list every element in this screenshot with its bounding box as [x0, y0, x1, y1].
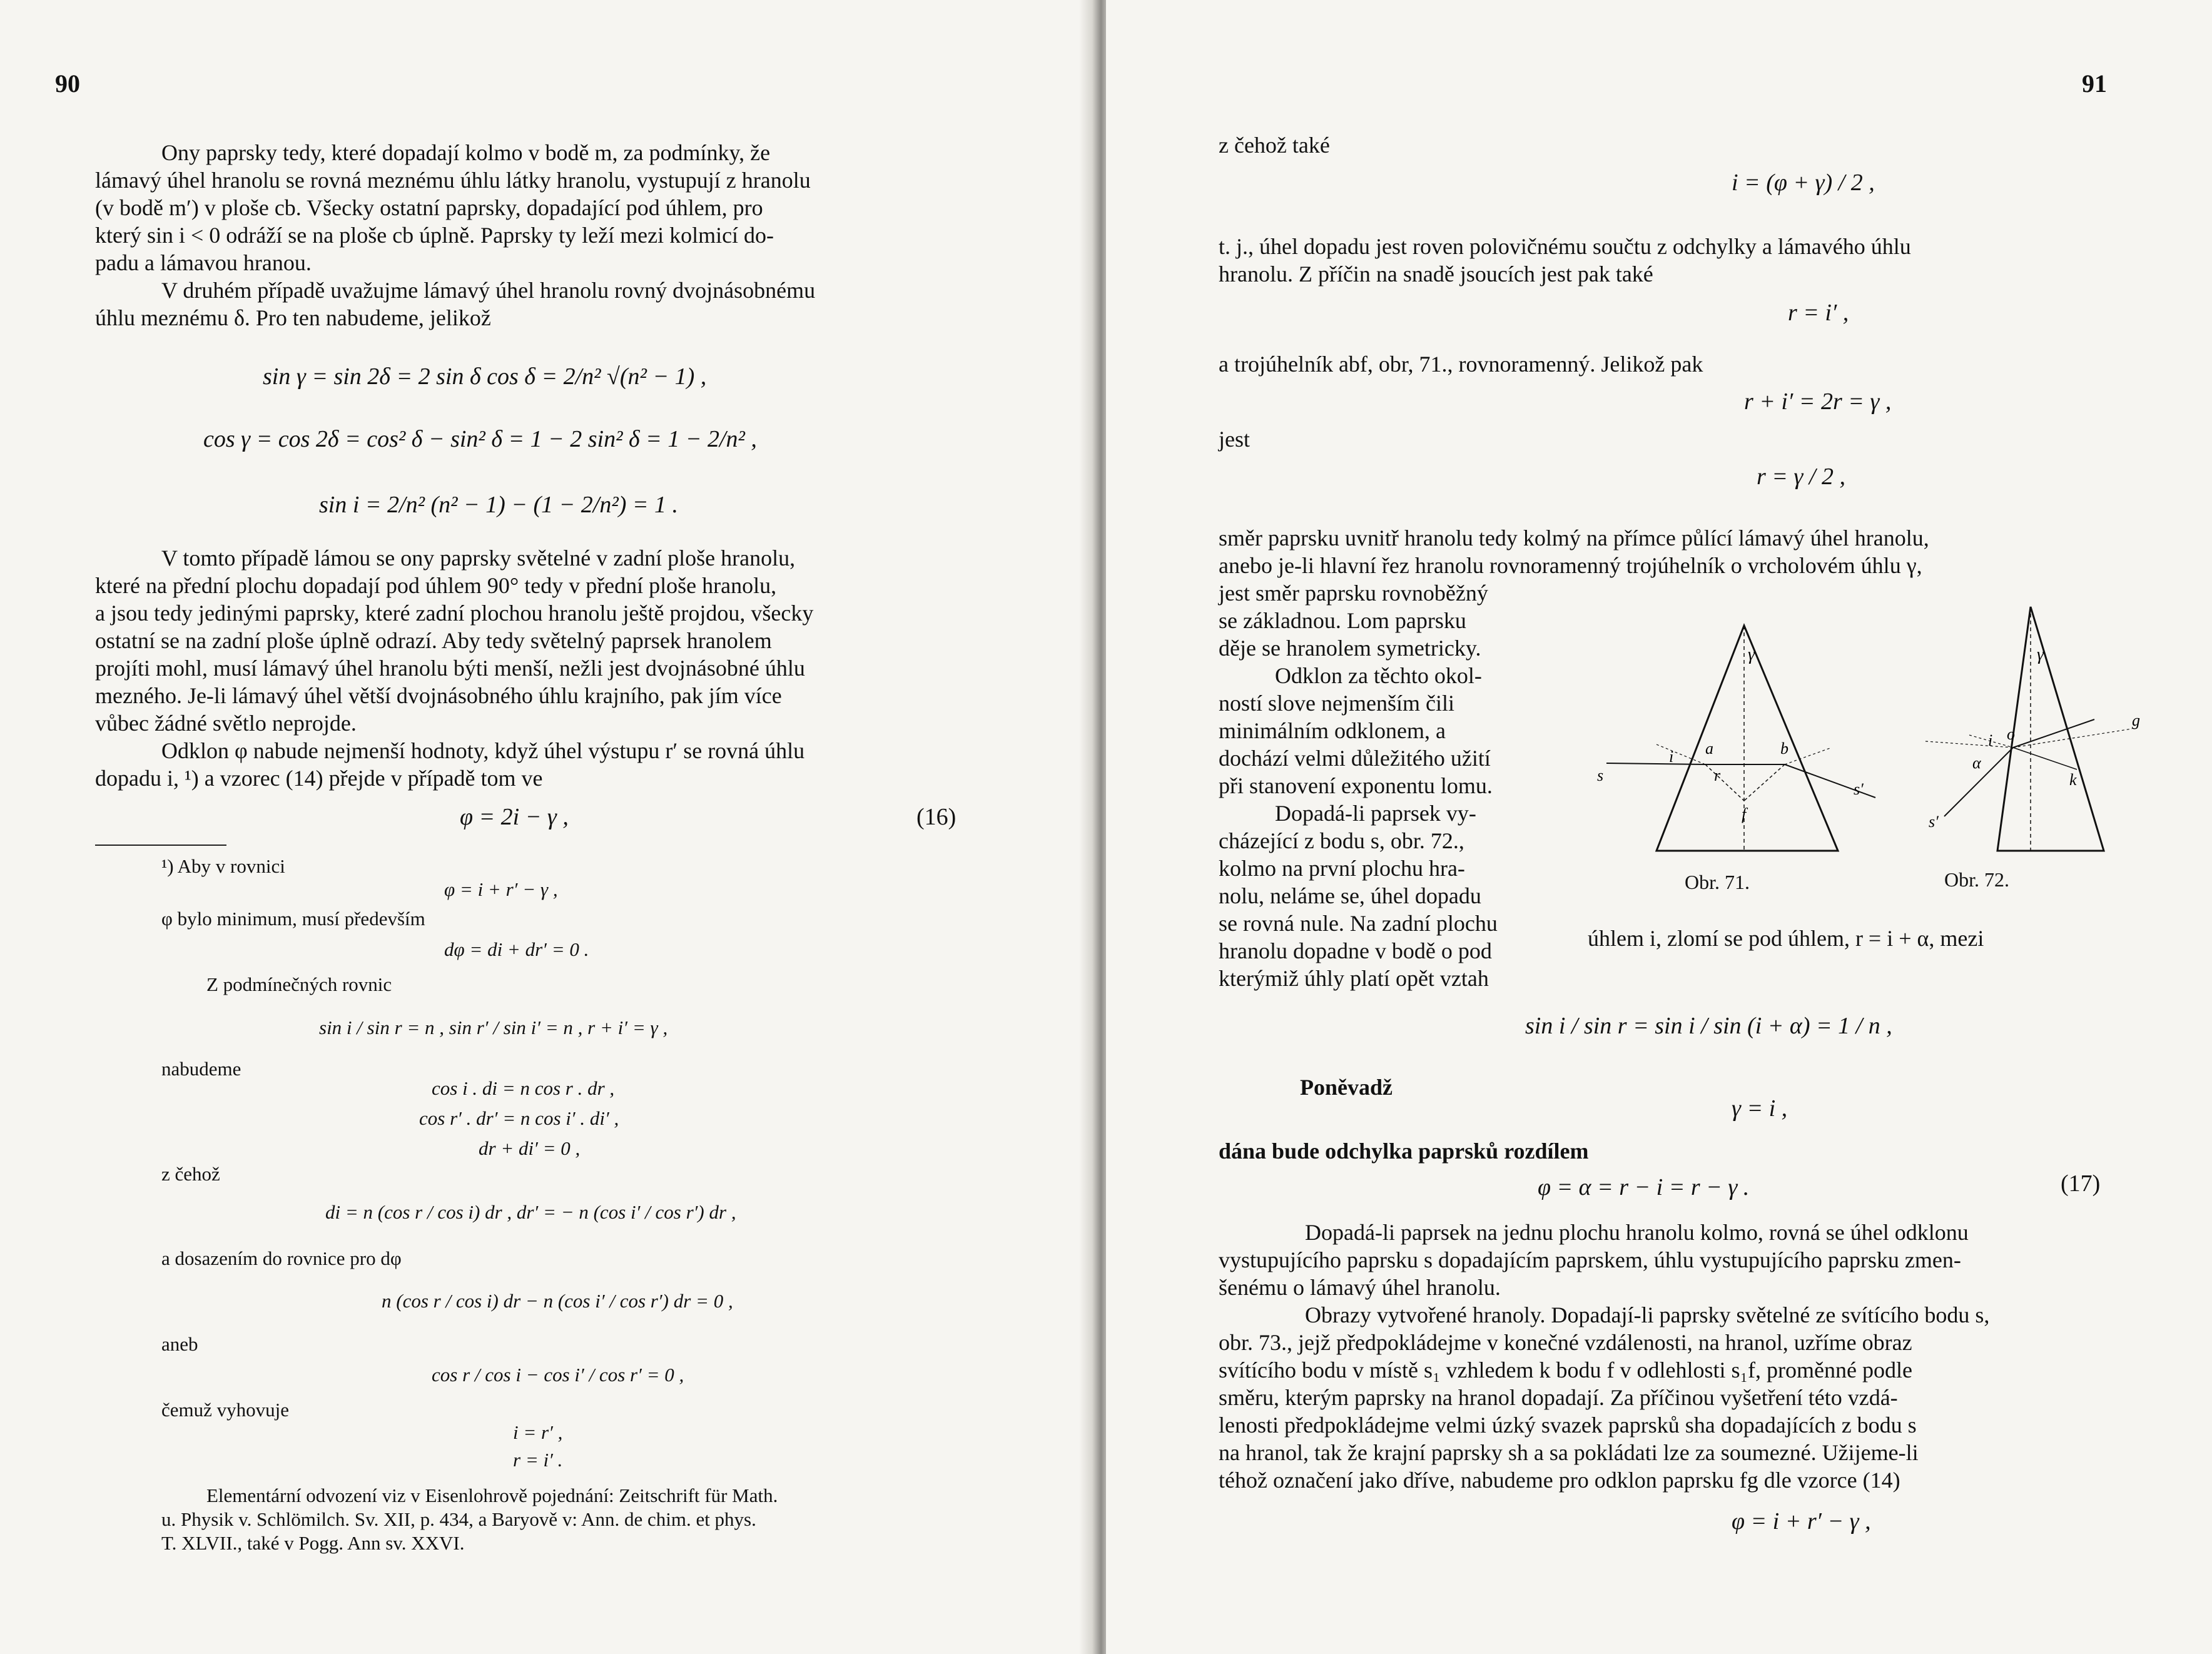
figure-71-caption: Obr. 71. — [1685, 871, 1750, 893]
footnote-rule — [95, 845, 226, 846]
label-f: f — [1742, 805, 1747, 823]
equation-number: (17) — [2061, 1170, 2101, 1197]
label-b: b — [1780, 739, 1788, 758]
footnote-text: a dosazením do rovnice pro dφ — [161, 1247, 402, 1269]
text-line: jest směr paprsku rovnoběžný — [1219, 581, 1488, 606]
footnote-text: Z podmínečných rovnic — [206, 973, 392, 995]
label-i: i — [1988, 731, 1993, 749]
text-line: jest — [1219, 427, 1250, 452]
text-line: Poněvadž — [1300, 1075, 1393, 1100]
equation-snell: sin i / sin r = sin i / sin (i + α) = 1 / n , — [1525, 1013, 1892, 1039]
normal-a — [1705, 764, 1744, 801]
text-line: mezného. Je-li lámavý úhel větší dvojnásobného úhlu krajního, pak jím více — [95, 683, 782, 708]
text-line: na hranol, tak že krajní paprsky sh a sa pokládati lze za soumezné. Užijeme-li — [1219, 1440, 1919, 1465]
text-line: ostatní se na zadní ploše úplně odrazí. Aby tedy světelný paprsek hranolem — [95, 628, 772, 653]
left-page — [0, 0, 1092, 1654]
text-line: anebo je-li hlavní řez hranolu rovnoramenný trojúhelník o vrcholovém úhlu γ, — [1219, 553, 1922, 578]
equation-r-sum: r + i′ = 2r = γ , — [1744, 388, 1892, 415]
label-gamma: γ — [1748, 645, 1755, 664]
text-line: t. j., úhel dopadu jest roven polovičnému součtu z odchylky a lámavého úhlu — [1219, 234, 1911, 259]
footnote-text: z čehož — [161, 1163, 220, 1185]
text-line: Odklon φ nabude nejmenší hodnoty, když úhel výstupu r′ se rovná úhlu — [161, 738, 805, 763]
text-line: V druhém případě uvažujme lámavý úhel hranolu rovný dvojnásobnému — [161, 278, 816, 303]
text-line: Dopadá-li paprsek na jednu plochu hranolu kolmo, rovná se úhel odklonu — [1305, 1220, 1969, 1245]
text-line: hranolu. Z příčin na snadě jsoucích jest pak také — [1219, 261, 1653, 287]
text-line: cházející z bodu s, obr. 72., — [1219, 828, 1464, 853]
label-o: o — [2007, 725, 2015, 743]
prism-outline — [1656, 626, 1838, 851]
footnote-equation: cos r / cos i − cos i′ / cos r′ = 0 , — [432, 1364, 684, 1386]
text-line: který sin i < 0 odráží se na ploše cb úplně. Paprsky ty leží mezi kolmicí do- — [95, 223, 774, 248]
equation-16: φ = 2i − γ , — [460, 804, 569, 830]
footnote-text: nabudeme — [161, 1058, 241, 1080]
figure-72-caption: Obr. 72. — [1944, 868, 2009, 891]
text-line: téhož označení jako dříve, nabudeme pro odklon paprsku fg dle vzorce (14) — [1219, 1468, 1900, 1493]
text-line: se základnou. Lom paprsku — [1219, 608, 1466, 633]
right-page — [1106, 0, 2212, 1654]
footnote-equation: di = n (cos r / cos i) dr , dr′ = − n (cos i′ / cos r′) dr , — [325, 1201, 736, 1223]
footnote-equation: cos r′ . dr′ = n cos i′ . di′ , — [419, 1107, 619, 1129]
text-line: Odklon za těchto okol- — [1275, 663, 1482, 688]
label-k: k — [2069, 771, 2077, 789]
footnote-equation: dr + di′ = 0 , — [479, 1137, 581, 1159]
footnote-reference: Elementární odvození viz v Eisenlohrově pojednání: Zeitschrift für Math. — [206, 1484, 778, 1506]
footnote-text: aneb — [161, 1333, 198, 1355]
text-line: z čehož také — [1219, 133, 1330, 158]
text-line: směr paprsku uvnitř hranolu tedy kolmý na přímce půlící lámavý úhel hranolu, — [1219, 525, 1929, 550]
footnote-text: čemuž vyhovuje — [161, 1399, 290, 1421]
text-line: se rovná nule. Na zadní plochu — [1219, 911, 1498, 936]
text-line: při stanovení exponentu lomu. — [1219, 773, 1493, 798]
normal-k — [2013, 748, 2077, 769]
text-line: svítícího bodu v místě s₁ vzhledem k bodu f v odlehlosti s₁f, proměnné podle — [1219, 1357, 1912, 1383]
text-line: V tomto případě lámou se ony paprsky světelné v zadní ploše hranolu, — [161, 545, 796, 571]
text-line: lámavý úhel hranolu se rovná meznému úhlu látky hranolu, vystupují z hranolu — [95, 168, 811, 193]
text-line: obr. 73., jejž předpokládejme v konečné vzdálenosti, na hranol, uzříme obraz — [1219, 1330, 1912, 1355]
text-line: hranolu dopadne v bodě o pod — [1219, 938, 1492, 963]
equation-number: (16) — [916, 804, 956, 830]
label-r: r — [1714, 766, 1721, 784]
text-line: a jsou tedy jedinými paprsky, které zadní plochou hranolu ještě projdou, všecky — [95, 601, 814, 626]
emergent-ray — [2013, 719, 2094, 748]
equation-sin-i: sin i = 2/n² (n² − 1) − (1 − 2/n²) = 1 . — [319, 492, 679, 518]
text-line: šenému o lámavý úhel hranolu. — [1219, 1275, 1501, 1300]
text-line: dopadu i, ¹) a vzorec (14) přejde v případě tom ve — [95, 766, 543, 791]
equation-gamma: γ = i , — [1732, 1095, 1788, 1122]
label-g: g — [2132, 711, 2140, 729]
text-line: dána bude odchylka paprsků rozdílem — [1219, 1139, 1589, 1164]
figure-72 — [1894, 601, 2157, 863]
label-s-prime: s′ — [1854, 780, 1864, 798]
text-line: Ony paprsky tedy, které dopadají kolmo v bodě m, za podmínky, že — [161, 140, 771, 165]
footnote-equation: i = r′ , — [513, 1421, 563, 1443]
footnote-text: φ bylo minimum, musí především — [161, 908, 425, 930]
text-line: vystupujícího paprsku s dopadajícím paprskem, úhlu vystupujícího paprsku zmen- — [1219, 1247, 1961, 1272]
footnote-text: ¹) Aby v rovnici — [161, 855, 285, 877]
equation-cos-gamma: cos γ = cos 2δ = cos² δ − sin² δ = 1 − 2 sin² δ = 1 − 2/n² , — [203, 426, 757, 452]
figure-71 — [1594, 619, 1882, 888]
text-line: minimálním odklonem, a — [1219, 718, 1446, 743]
label-gamma: γ — [2037, 645, 2044, 664]
text-line: projíti mohl, musí lámavý úhel hranolu býti menší, nežli jest dvojnásobné úhlu — [95, 656, 805, 681]
equation-r: r = i′ , — [1788, 300, 1849, 326]
equation-sin-gamma: sin γ = sin 2δ = 2 sin δ cos δ = 2/n² √(n² − 1) , — [263, 363, 707, 390]
equation-17: φ = α = r − i = r − γ . — [1538, 1174, 1750, 1200]
text-line: dochází velmi důležitého užití — [1219, 746, 1491, 771]
footnote-equation: r = i′ . — [513, 1449, 563, 1471]
page-number: 91 — [2082, 69, 2107, 98]
text-line: (v bodě m′) v ploše cb. Všecky ostatní paprsky, dopadající pod úhlem, pro — [95, 195, 763, 220]
equation-i: i = (φ + γ) / 2 , — [1732, 170, 1875, 196]
text-line: Obrazy vytvořené hranoly. Dopadají-li paprsky světelné ze svítícího bodu s, — [1305, 1302, 1990, 1327]
normal-b — [1744, 764, 1785, 801]
text-line: lenosti předpokládejme velmi úzký svazek paprsků sha dopadajících z bodu s — [1219, 1413, 1917, 1438]
text-line: děje se hranolem symetricky. — [1219, 636, 1481, 661]
equation-r-half: r = γ / 2 , — [1757, 464, 1845, 490]
footnote-reference: T. XLVII., také v Pogg. Ann sv. XXVI. — [161, 1532, 465, 1554]
label-s: s — [1597, 766, 1604, 784]
text-line: nolu, nelámе se, úhel dopadu — [1219, 883, 1481, 908]
text-line: ností slove nejmenším čili — [1219, 691, 1454, 716]
text-line: úhlu meznému δ. Pro ten nabudeme, jelikož — [95, 305, 491, 330]
text-line: vůbec žádné světlo neprojde. — [95, 711, 357, 736]
page-number: 90 — [55, 69, 80, 98]
text-line: které na přední plochu dopadají pod úhlem 90° tedy v přední ploše hranolu, — [95, 573, 777, 598]
text-line: kolmo na první plochu hra- — [1219, 856, 1465, 881]
text-line: a trojúhelník abf, obr, 71., rovnoramenný. Jelikož pak — [1219, 352, 1703, 377]
label-a: a — [1705, 739, 1713, 758]
equation-phi: φ = i + r′ − γ , — [1732, 1508, 1871, 1535]
footnote-equation: cos i . di = n cos r . dr , — [432, 1077, 615, 1099]
footnote-equation: φ = i + r′ − γ , — [444, 878, 558, 900]
footnote-reference: u. Physik v. Schlömilch. Sv. XII, p. 434, a Baryově v: Ann. de chim. et phys. — [161, 1508, 756, 1530]
text-line: Dopadá-li paprsek vy- — [1275, 801, 1476, 826]
text-line: padu a lámavou hranou. — [95, 250, 312, 275]
footnote-equation: dφ = di + dr′ = 0 . — [444, 938, 589, 960]
text-line: směru, kterým paprsky na hranol dopadají. Za příčinou vyšetření této vzdá- — [1219, 1385, 1898, 1410]
label-s-prime: s′ — [1929, 813, 1939, 831]
footnote-equation: n (cos r / cos i) dr − n (cos i′ / cos r′) dr = 0 , — [382, 1290, 733, 1312]
text-line: úhlem i, zlomí se pod úhlem, r = i + α, mezi — [1588, 926, 1984, 951]
footnote-equation: sin i / sin r = n , sin r′ / sin i′ = n , r + i′ = γ , — [319, 1017, 668, 1038]
text-line: kterýmiž úhly platí opět vztah — [1219, 966, 1489, 991]
label-i: i — [1669, 748, 1674, 766]
label-alpha: α — [1972, 754, 1981, 772]
